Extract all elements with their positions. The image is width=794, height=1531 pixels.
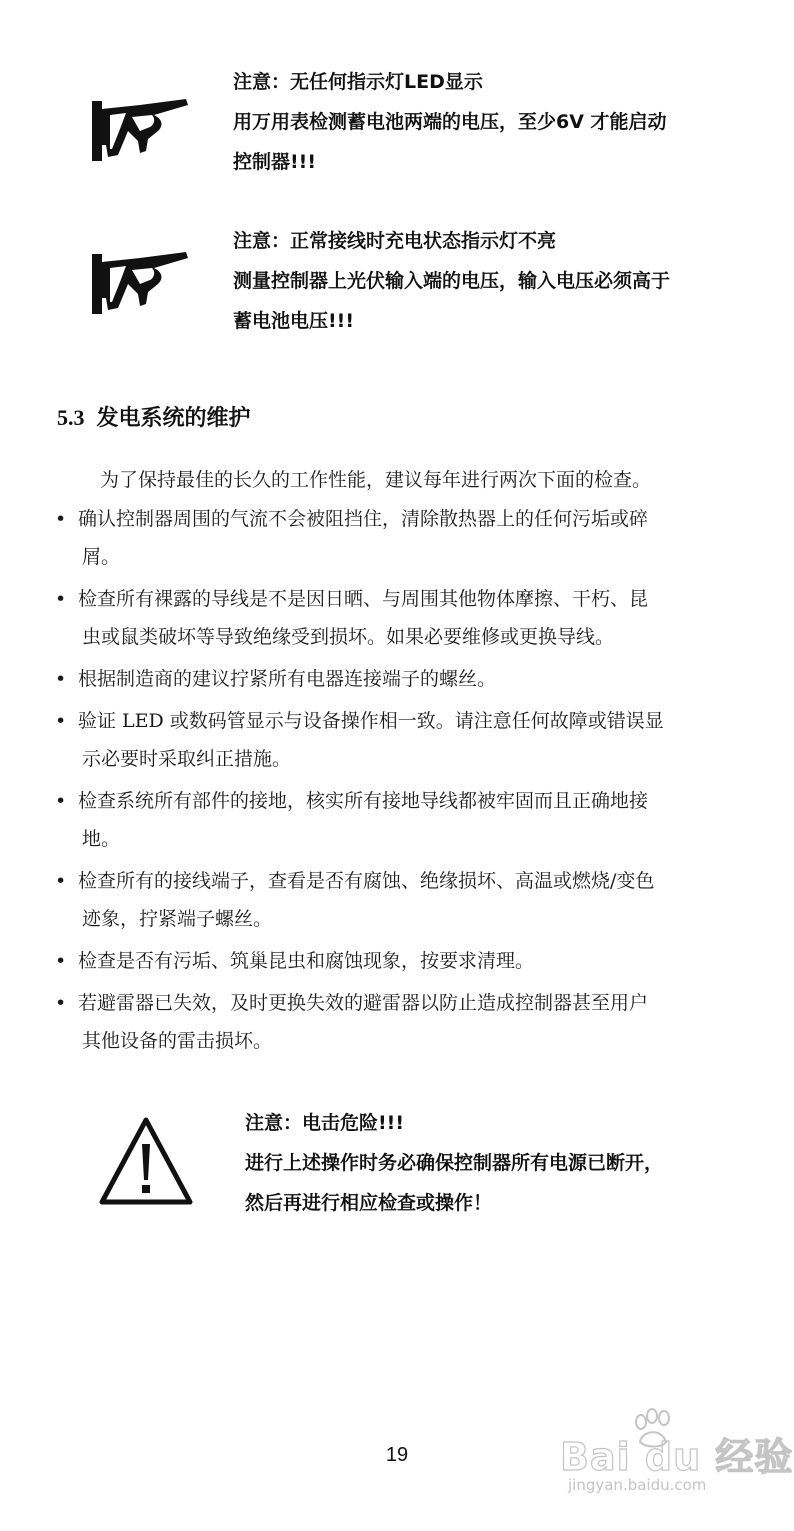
note-line: 蓄电池电压!!! [233,310,354,332]
list-item-line: 检查所有的接线端子，查看是否有腐蚀、绝缘损坏、高温或燃烧/变色 [78,870,655,892]
watermark-logo: Bai du 经验 [560,1435,794,1479]
watermark-url: jingyan.baidu.com [568,1476,707,1494]
note-line: 用万用表检测蓄电池两端的电压，至少6V 才能启动 [233,111,667,133]
bullet-dot: • [55,950,67,972]
list-item-line: 屑。 [82,546,121,568]
intro-paragraph: 为了保持最佳的长久的工作性能，建议每年进行两次下面的检查。 [100,469,652,491]
list-item-line: 地。 [82,828,121,850]
note-line: 进行上述操作时务必确保控制器所有电源已断开， [245,1152,664,1174]
list-item-line: 其他设备的雷击损坏。 [82,1030,273,1052]
list-item-line: 检查是否有污垢、筑巢昆虫和腐蚀现象，按要求清理。 [78,950,535,972]
note-block-3 [245,1103,663,1223]
list-item-line: 检查所有裸露的导线是不是因日晒、与周围其他物体摩擦、干朽、昆 [78,588,649,610]
note-line: 然后再进行相应检查或操作！ [245,1192,493,1214]
pointing-hand-icon [88,95,194,167]
note-line: 测量控制器上光伏输入端的电压，输入电压必须高于 [233,270,671,292]
list-item [50,862,750,938]
list-item-line: 示必要时采取纠正措施。 [82,748,292,770]
list-item [50,580,750,656]
list-item-line: 确认控制器周围的气流不会被阻挡住，清除散热器上的任何污垢或碎 [78,508,649,530]
list-item [50,500,750,576]
note-block-2 [233,221,670,341]
note-title: 注意：正常接线时充电状态指示灯不亮 [233,230,557,252]
note-line: 控制器!!! [233,151,316,173]
list-item [50,660,750,698]
list-item-line: 虫或鼠类破坏等导致绝缘受到损坏。如果必要维修或更换导线。 [82,626,615,648]
note-title: 注意：无任何指示灯LED显示 [233,71,483,93]
section-number: 5.3 [57,405,85,430]
bullet-dot: • [55,992,67,1014]
note-title: 注意：电击危险!!! [245,1112,404,1134]
list-item [50,782,750,858]
section-heading [57,396,251,441]
list-item [50,702,750,778]
bullet-dot: • [55,668,67,690]
note-block-1 [233,62,667,182]
baidu-watermark [560,1408,794,1508]
bullet-dot: • [55,870,67,892]
list-item-line: 验证 LED 或数码管显示与设备操作相一致。请注意任何故障或错误显 [78,710,664,732]
bullet-dot: • [55,508,67,530]
list-item-line: 若避雷器已失效，及时更换失效的避雷器以防止造成控制器甚至用户 [78,992,649,1014]
bullet-dot: • [55,588,67,610]
bullet-dot: • [55,710,67,732]
list-item [50,942,750,980]
bullet-dot: • [55,790,67,812]
section-title-text: 发电系统的维护 [96,406,251,431]
warning-triangle-icon [96,1114,196,1210]
maintenance-checklist [50,500,750,1064]
list-item [50,984,750,1060]
pointing-hand-icon [88,248,194,320]
list-item-line: 根据制造商的建议拧紧所有电器连接端子的螺丝。 [78,668,497,690]
list-item-line: 检查系统所有部件的接地，核实所有接地导线都被牢固而且正确地接 [78,790,649,812]
page-number: 19 [385,1444,409,1466]
list-item-line: 迹象，拧紧端子螺丝。 [82,908,273,930]
